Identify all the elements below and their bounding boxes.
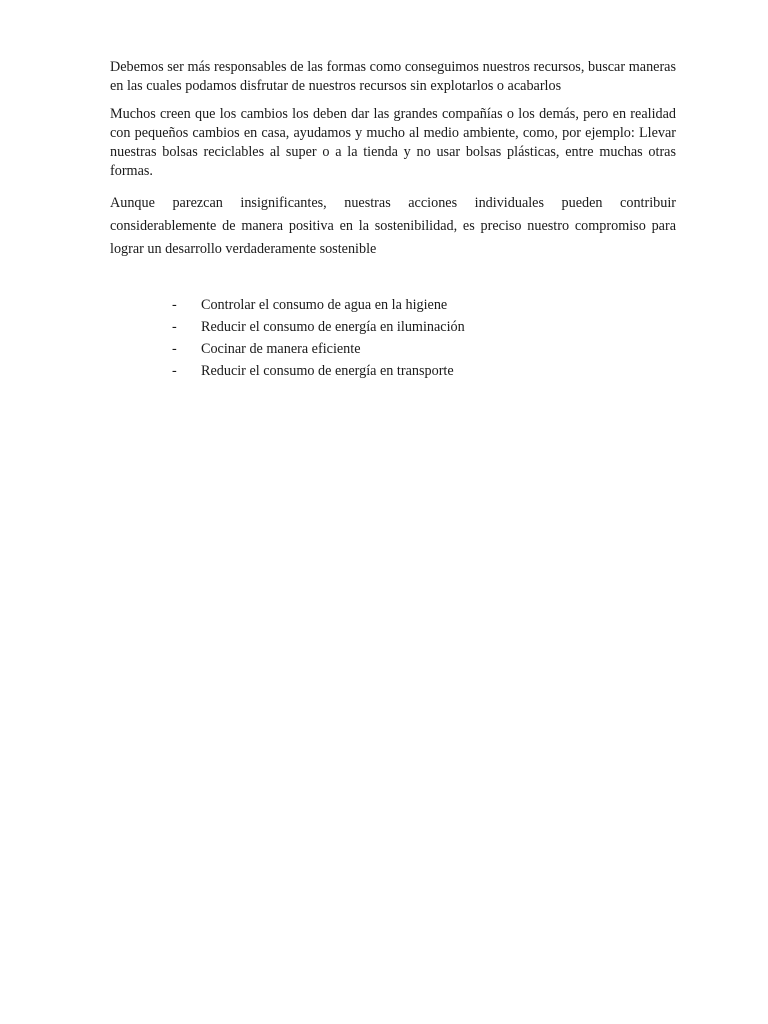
list-item-text: Reducir el consumo de energía en transporte	[201, 363, 454, 379]
paragraph-individual-actions: Aunque parezcan insignificantes, nuestras acciones individuales pueden contribuir considerablemente de manera positiva en la sostenibilidad, es preciso nuestro compromiso para lograr un desarrollo verdaderamente sostenible	[110, 195, 676, 257]
list-item-text: Cocinar de manera eficiente	[201, 341, 361, 357]
paragraph-small-changes: Muchos creen que los cambios los deben dar las grandes compañías o los demás, pero en realidad con pequeños cambios en casa, ayudamos y mucho al medio ambiente, como, por ejemplo: Llevar nuestras bolsas reciclables al super o a la tienda y no usar bolsas plásticas, entre muchas otras formas.	[110, 106, 676, 179]
list-item-text: Reducir el consumo de energía en iluminación	[201, 319, 465, 335]
dash-bullet-icon: -	[172, 319, 177, 335]
document-body	[110, 58, 676, 261]
list-item-text: Controlar el consumo de agua en la higiene	[201, 297, 448, 313]
dash-bullet-icon: -	[172, 297, 177, 313]
dash-bullet-icon: -	[172, 341, 177, 357]
list-item	[172, 316, 672, 338]
list-item	[172, 338, 672, 360]
paragraph-responsibility: Debemos ser más responsables de las formas como conseguimos nuestros recursos, buscar maneras en las cuales podamos disfrutar de nuestros recursos sin explotarlos o acabarlos	[110, 59, 676, 94]
actions-list	[172, 294, 672, 382]
list-item	[172, 360, 672, 382]
list-item	[172, 294, 672, 316]
dash-bullet-icon: -	[172, 363, 177, 379]
